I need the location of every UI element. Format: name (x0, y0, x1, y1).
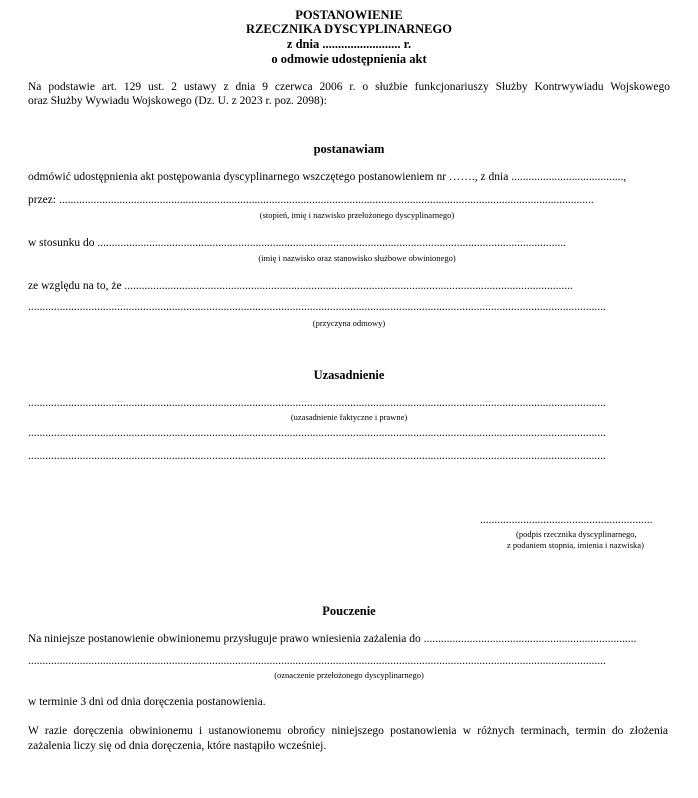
legal-basis-line1: Na podstawie art. 129 ust. 2 ustawy z dnia 9 czerwca 2006 r. o służbie funkcjonariuszy Służby Kontrwywiadu Wojskowego (28, 81, 670, 93)
document-subject: o odmowie udostępnienia akt (271, 52, 427, 66)
appeal-note-line1: W razie doręczenia obwinionemu i ustanowionemu obrońcy niniejszego postanowienia w różnych terminach, termin do złożenia (28, 725, 668, 737)
appeal-authority-caption: (oznaczenie przełożonego dyscyplinarnego) (274, 670, 424, 680)
appeal-authority-dots: ......................................................................................................................................................................................................... (28, 655, 606, 667)
reason-caption: (przyczyna odmowy) (312, 318, 386, 328)
appeal-authority-field: Na niniejsze postanowienie obwinionemu przysługuje prawo wniesienia zażalenia do .......................................................................... (28, 633, 637, 645)
issued-by-caption: (stopień, imię i nazwisko przełożonego dyscyplinarnego) (259, 210, 455, 220)
signature-line: ............................................................ (480, 514, 653, 526)
regarding-field: w stosunku do ................................................................................................................................................................... (28, 237, 566, 249)
decision-line: odmówić udostępnienia akt postępowania dyscyplinarnego wszczętego postanowieniem nr ……., z dnia ......................................., (28, 171, 627, 183)
legal-basis-line2: oraz Służby Wywiadu Wojskowego (Dz. U. z 2023 r. poz. 2098): (28, 95, 327, 107)
justification-dots-1: ......................................................................................................................................................................................................... (28, 397, 606, 409)
appeal-note-line2: zażalenia liczy się od dnia doręczenia, które nastąpiło wcześniej. (28, 740, 327, 752)
reason-field: ze względu na to, że ............................................................................................................................................................ (28, 280, 573, 292)
document-date-line: z dnia ......................... r. (286, 37, 412, 51)
decision-heading: postanawiam (313, 142, 385, 156)
document-subtitle: RZECZNIKA DYSCYPLINARNEGO (246, 22, 452, 36)
document-title: POSTANOWIENIE (295, 8, 403, 22)
justification-dots-2: ......................................................................................................................................................................................................... (28, 427, 606, 439)
signature-caption-line2: z podaniem stopnia, imienia i nazwiska) (507, 540, 644, 550)
justification-dots-3: ......................................................................................................................................................................................................... (28, 450, 606, 462)
reason-dots: ......................................................................................................................................................................................................... (28, 301, 606, 313)
signature-caption-line1: (podpis rzecznika dyscyplinarnego, (516, 529, 637, 539)
justification-caption: (uzasadnienie faktyczne i prawne) (290, 412, 408, 422)
instruction-heading: Pouczenie (322, 604, 376, 618)
appeal-term: w terminie 3 dni od dnia doręczenia postanowienia. (28, 696, 266, 708)
issued-by-field: przez: .......................................................................................................................................................................................... (28, 194, 594, 206)
regarding-caption: (imię i nazwisko oraz stanowisko służbowe obwinionego) (258, 253, 456, 263)
justification-heading: Uzasadnienie (313, 368, 385, 382)
